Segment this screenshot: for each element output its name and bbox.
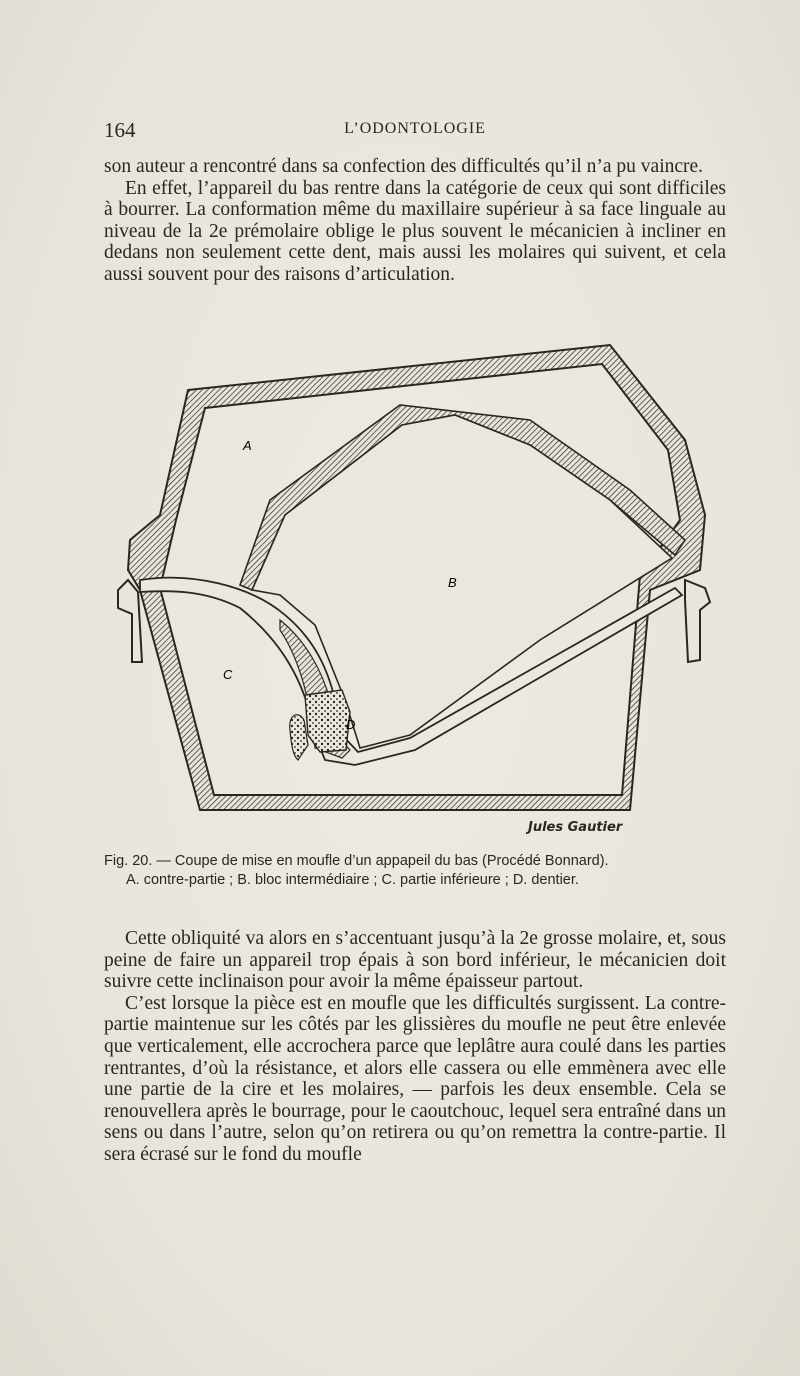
figure-label-b: B bbox=[448, 575, 457, 590]
running-head bbox=[104, 118, 726, 144]
figure-caption-line-1: Fig. 20. — Coupe de mise en moufle d’un appapeil du bas (Procédé Bonnard). bbox=[104, 853, 609, 869]
page-number: 164 bbox=[104, 118, 136, 142]
paragraph-top-line-2: En effet, l’appareil du bas rentre dans la catégorie de ceux qui sont difficiles à bourrer. La conformation même du maxillaire supérieur à sa face linguale au niveau de la 2e prémolaire oblige le plus souvent le mécanicien à incliner en dedans non seulement cette dent, mais aussi les molaires qui suivent, et cela aussi souvent pour des raisons d’articulation. bbox=[104, 177, 726, 285]
tooth-root-left bbox=[290, 715, 308, 760]
moufle-diagram bbox=[110, 340, 730, 850]
tooth-dotted bbox=[305, 690, 350, 752]
figure-label-a: A bbox=[243, 438, 252, 453]
figure-moufle-section bbox=[110, 340, 730, 850]
figure-label-c: C bbox=[223, 667, 233, 682]
paragraph-bottom-line-2: C’est lorsque la pièce est en moufle que les difficultés surgissent. La contre-partie maintenue sur les côtés par les glissières du moufle ne peut être enlevée que verticalement, elle accrochera parce que leplâtre aura coulé dans les parties rentrantes, d’où la résistance, et alors elle cassera ou elle emmènera avec elle une partie de la cire et les molaires, — parfois les deux ensemble. Cela se renouvellera après le bourrage, pour le caoutchouc, lequel sera entraîné dans un sens ou dans l’autre, selon qu’on retirera ou qu’on remettra la contre-partie. Il sera écrasé sur le fond du moufle bbox=[104, 992, 726, 1165]
running-title: L’ODONTOLOGIE bbox=[344, 120, 486, 137]
figure-label-d: D bbox=[346, 717, 356, 732]
paragraph-bottom-line-1: Cette obliquité va alors en s’accentuant jusqu’à la 2e grosse molaire, et, sous peine de faire un appareil trop épais à son bord inférieur, le mécanicien doit suivre cette inclinaison pour avoir la même épaisseur partout. bbox=[104, 928, 726, 993]
flask-left-lug bbox=[118, 580, 142, 662]
figure-caption bbox=[104, 852, 726, 890]
paragraph-top-line-1: son auteur a rencontré dans sa confection des difficultés qu’il n’a pu vaincre. bbox=[104, 156, 704, 177]
flask-right-lug bbox=[685, 580, 710, 662]
paragraph-top bbox=[104, 156, 726, 286]
figure-caption-line-2: A. contre-partie ; B. bloc intermédiaire ; C. partie inférieure ; D. dentier. bbox=[126, 872, 579, 888]
engraver-signature: Jules Gautier bbox=[528, 820, 623, 835]
paragraph-bottom bbox=[104, 928, 726, 1166]
